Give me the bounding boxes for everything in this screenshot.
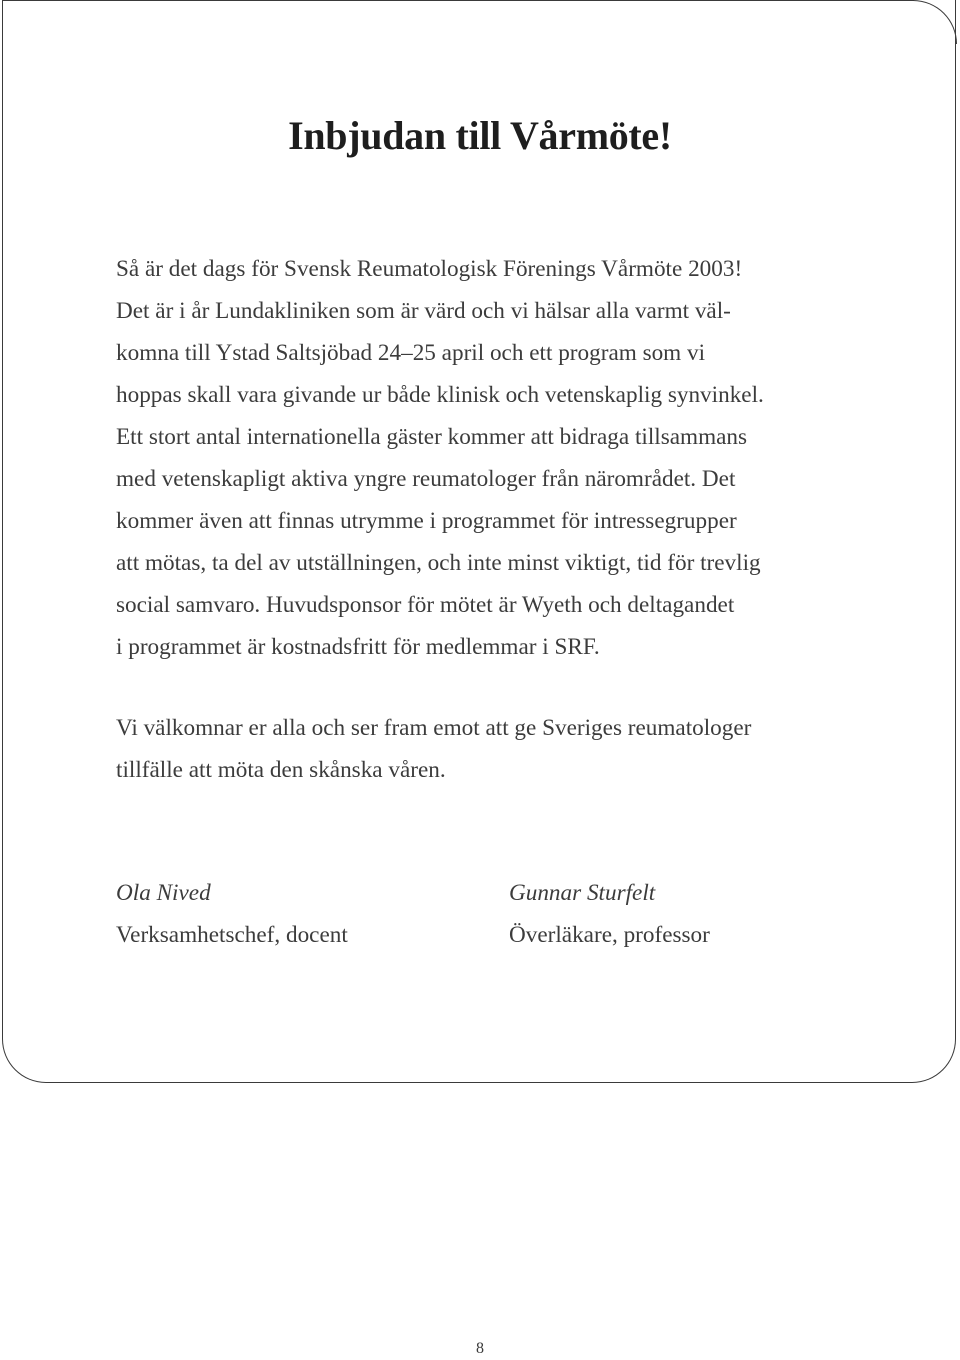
signature-role: Verksamhetschef, docent (116, 922, 348, 948)
paragraph-line: Det är i år Lundakliniken som är värd och vi hälsar alla varmt väl- (116, 298, 731, 324)
page-number: 8 (476, 1340, 484, 1357)
signature-block (116, 872, 348, 956)
paragraph-line: i programmet är kostnadsfritt för medlemmar i SRF. (116, 634, 600, 660)
paragraph-line: social samvaro. Huvudsponsor för mötet är Wyeth och deltagandet (116, 592, 735, 618)
paragraph-line: Så är det dags för Svensk Reumatologisk Förenings Vårmöte 2003! (116, 256, 743, 282)
paragraph-line: kommer även att finnas utrymme i programmet för intressegrupper (116, 508, 737, 534)
paragraph-line: Vi välkomnar er alla och ser fram emot att ge Sveriges reumatologer (116, 715, 752, 741)
page-title: Inbjudan till Vårmöte! (288, 113, 672, 158)
welcome-paragraph (116, 707, 856, 791)
paragraph-line: tillfälle att möta den skånska våren. (116, 757, 446, 783)
paragraph-line: att mötas, ta del av utställningen, och inte minst viktigt, tid för trevlig (116, 550, 761, 576)
paragraph-line: Ett stort antal internationella gäster kommer att bidraga tillsammans (116, 424, 748, 450)
paragraph-line: komna till Ystad Saltsjöbad 24–25 april och ett program som vi (116, 340, 706, 366)
paragraph-line: med vetenskapligt aktiva yngre reumatologer från närområdet. Det (116, 466, 736, 492)
signature-block (509, 872, 710, 956)
signature-role: Överläkare, professor (509, 922, 710, 948)
signature-name: Ola Nived (116, 880, 211, 906)
paragraph-line: hoppas skall vara givande ur både klinisk och vetenskaplig synvinkel. (116, 382, 764, 408)
intro-paragraph (116, 248, 856, 668)
signature-name: Gunnar Sturfelt (509, 880, 656, 906)
